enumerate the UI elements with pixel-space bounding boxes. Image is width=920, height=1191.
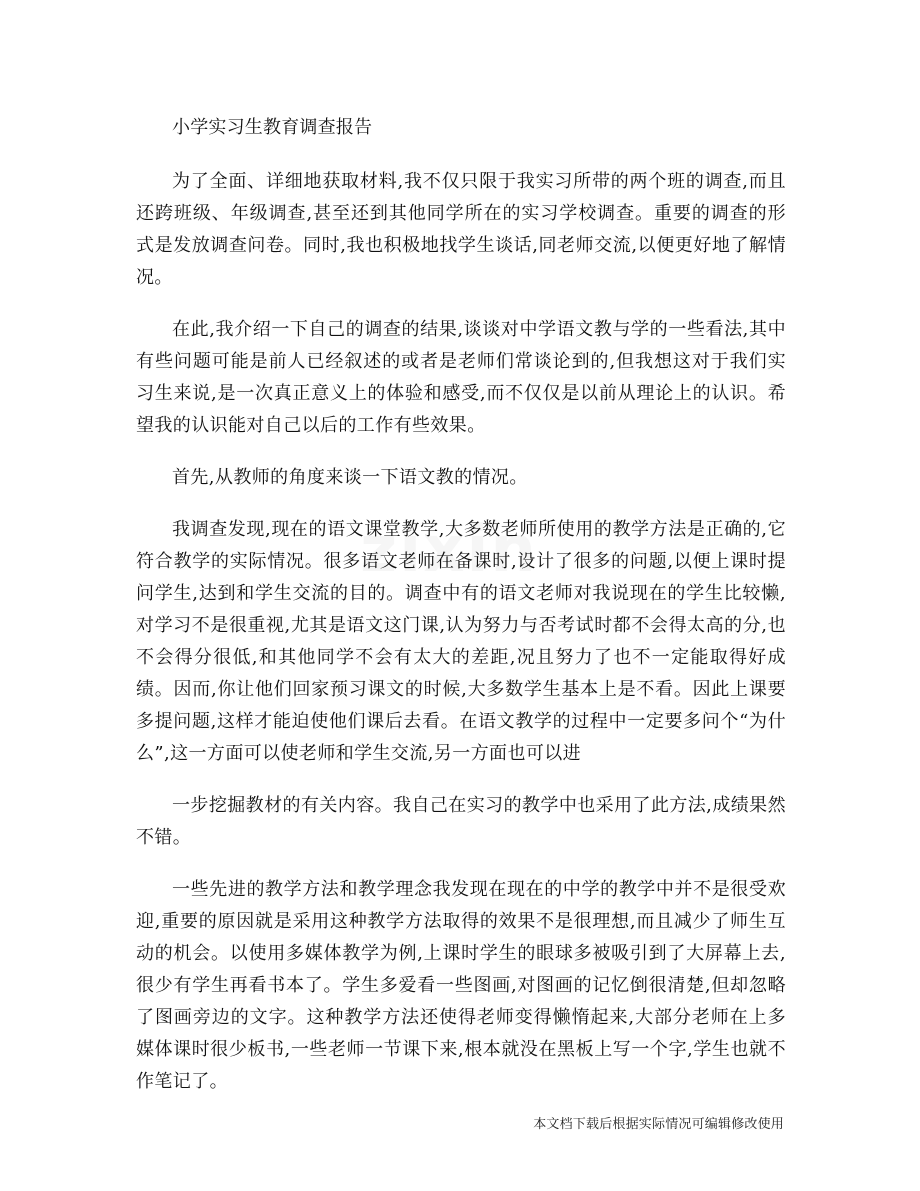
- paragraph-5: 一步挖掘教材的有关内容。我自己在实习的教学中也采用了此方法,成绩果然不错。: [136, 795, 786, 848]
- paragraph-2: 在此,我介绍一下自己的调查的结果,谈谈对中学语文教与学的一些看法,其中有些问题可能是前人已经叙述的或者是老师们常谈论到的,但我想这对于我们实习生来说,是一次真正意义上的体验和感受,而不仅仅是以前从理论上的认识。希望我的认识能对自己以后的工作有些效果。: [136, 319, 786, 436]
- paragraph-1: 为了全面、详细地获取材料,我不仅只限于我实习所带的两个班的调查,而且还跨班级、年级调查,甚至还到其他同学所在的实习学校调查。重要的调查的形式是发放调查问卷。同时,我也积极地找学生谈话,同老师交流,以便更好地了解情况。: [136, 171, 786, 288]
- paragraph-6: 一些先进的教学方法和教学理念我发现在现在的中学的教学中并不是很受欢迎,重要的原因就是采用这种教学方法取得的效果不是很理想,而且减少了师生互动的机会。以使用多媒体教学为例,上课时学生的眼球多被吸引到了大屏幕上去,很少有学生再看书本了。学生多爱看一些图画,对图画的记忆倒很清楚,但却忽略了图画旁边的文字。这种教学方法还使得老师变得懒惰起来,大部分老师在上多媒体课时很少板书,一些老师一节课下来,根本就没在黑板上写一个字,学生也就不作笔记了。: [136, 879, 786, 1092]
- footer-note: 本文档下载后根据实际情况可编辑修改使用: [533, 1117, 784, 1132]
- paragraph-4: 我调查发现,现在的语文课堂教学,大多数老师所使用的教学方法是正确的,它符合教学的实际情况。很多语文老师在备课时,设计了很多的问题,以便上课时提问学生,达到和学生交流的目的。调查中有的语文老师对我说现在的学生比较懒,对学习不是很重视,尤其是语文这门课,认为努力与否考试时都不会得太高的分,也不会得分很低,和其他同学不会有太大的差距,况且努力了也不一定能取得好成绩。因而,你让他们回家预习课文的时候,大多数学生基本上是不看。因此上课要多提问题,这样才能迫使他们课后去看。在语文教学的过程中一定要多问个“为什么”,这一方面可以使老师和学生交流,另一方面也可以进: [136, 519, 786, 764]
- document-body: [136, 112, 786, 1118]
- paragraph-3: 首先,从教师的角度来谈一下语文教的情况。: [172, 467, 528, 488]
- document-title: 小学实习生教育调查报告: [172, 117, 373, 138]
